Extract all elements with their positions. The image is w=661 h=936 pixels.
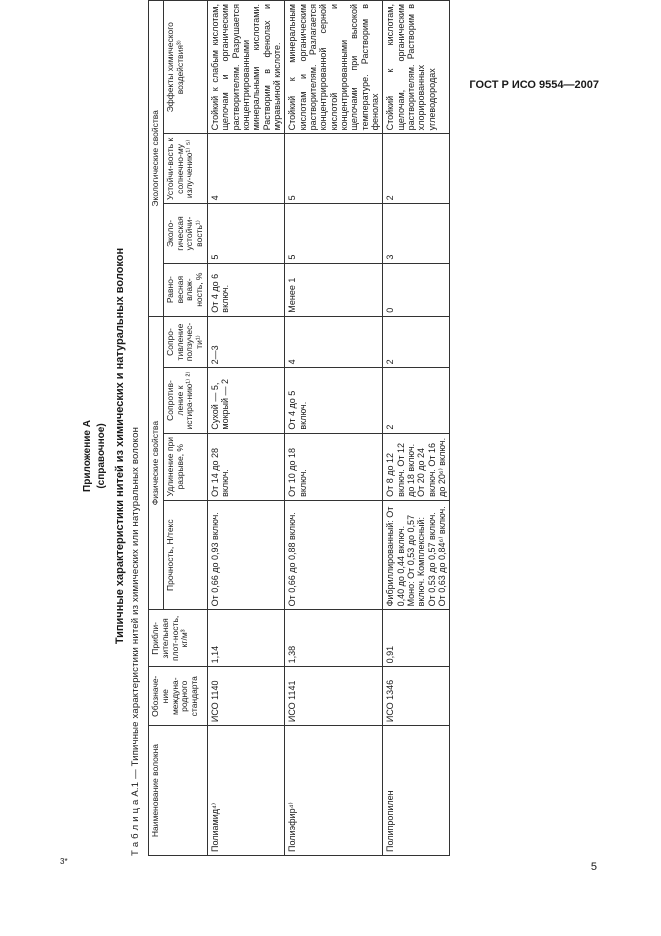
cell-moisture: 0 (383, 263, 450, 316)
cell-sun: 4 (207, 134, 284, 204)
cell-creep: 4 (285, 316, 383, 368)
cell-elongation: От 14 до 28 включ. (207, 433, 284, 500)
header-group-ecological: Экологические свойства (149, 1, 164, 317)
cell-sun: 5 (285, 134, 383, 204)
table-caption: Т а б л и ц а А.1 — Типичные характеристики нитей из химических или натуральных волокон (130, 426, 141, 856)
cell-chem: Стойкий к кислотам, щелочам, органическим растворителям. Растворим в хлорированных углеводородах (383, 1, 450, 134)
cell-name: Полипропилен (383, 726, 450, 856)
appendix-title: Приложение А (82, 420, 93, 492)
cell-moisture: От 4 до 6 включ. (207, 263, 284, 316)
header-elongation: Удлинение при разрыве, % (163, 433, 207, 500)
header-chem: Эффекты химического воздействия³⁾ (163, 1, 207, 134)
cell-density: 0,91 (383, 610, 450, 667)
page-mark: 3* (60, 857, 68, 866)
cell-chem: Стойкий к слабым кислотам, щелочам и органическим растворителям. Разрушается концентрированными минеральными кислотами. Растворим в фенолах и муравьиной кислоте. (207, 1, 284, 134)
cell-abrasion: От 4 до 5 включ. (285, 368, 383, 433)
table-row (285, 1, 383, 856)
cell-name: Полиэфир⁴⁾ (285, 726, 383, 856)
header-name: Наименование волокна (149, 726, 208, 856)
cell-abrasion: 2 (383, 368, 450, 433)
table-row (383, 1, 450, 856)
cell-eco: 5 (285, 204, 383, 263)
cell-name: Полиамид⁴⁾ (207, 726, 284, 856)
table-row (207, 1, 284, 856)
cell-chem: Стойкий к минеральным кислотам и органическим растворителям. Разлагается концентрированной серной кислотой и концентрированными щелочами при высокой температуре. Растворим в фенолах (285, 1, 383, 134)
standard-code: ГОСТ Р ИСО 9554—2007 (469, 79, 599, 91)
table-header-row-1 (149, 1, 164, 856)
cell-eco: 3 (383, 204, 450, 263)
cell-elongation: От 10 до 18 включ. (285, 433, 383, 500)
cell-strength: От 0,66 до 0,88 включ. (285, 500, 383, 610)
header-eco: Эколо-гическая устойчи-вость¹⁾ (163, 204, 207, 263)
cell-iso: ИСО 1141 (285, 667, 383, 726)
header-creep: Сопро-тивление ползучес-ти¹⁾ (163, 316, 207, 368)
cell-moisture: Менее 1 (285, 263, 383, 316)
cell-iso: ИСО 1140 (207, 667, 284, 726)
characteristics-table (148, 0, 450, 856)
page-number: 5 (590, 861, 597, 873)
cell-strength: От 0,66 до 0,93 включ. (207, 500, 284, 610)
cell-density: 1,14 (207, 610, 284, 667)
header-abrasion: Сопротив-ление к истира-нию¹⁾ ²⁾ (163, 368, 207, 433)
header-density: Прибли-зительная плот-ность, кг/м³ (149, 610, 208, 667)
appendix-subtitle: (справочное) (96, 423, 107, 489)
cell-iso: ИСО 1346 (383, 667, 450, 726)
cell-creep: 2—3 (207, 316, 284, 368)
cell-elongation: От 8 до 12 включ. От 12 до 18 включ. От 20 до 24 включ. От 16 до 20⁶⁾ включ. (383, 433, 450, 500)
header-sun: Устойчи-вость к солнечно-му излу-чению¹⁾ ⁵⁾ (163, 134, 207, 204)
header-iso: Обозначе-ние междуна-родного стандарта (149, 667, 208, 726)
header-group-physical: Физические свойства (149, 316, 164, 610)
cell-creep: 2 (383, 316, 450, 368)
table-title: Типичные характеристики нитей из химических и натуральных волокон (114, 247, 126, 645)
header-strength: Прочность, Н/текс (163, 500, 207, 610)
cell-eco: 5 (207, 204, 284, 263)
header-moisture: Равно-весная влаж-ность, % (163, 263, 207, 316)
cell-density: 1,38 (285, 610, 383, 667)
cell-abrasion: Сухой — 5, мокрый — 2 (207, 368, 284, 433)
cell-sun: 2 (383, 134, 450, 204)
cell-strength: Фибриллированный: От 0,40 до 0,44 включ. Моно: От 0,53 до 0,57 включ. Комплексный: От 0,53 до 0,57 включ. От 0,63 до 0,84⁶⁾ включ. (383, 500, 450, 610)
